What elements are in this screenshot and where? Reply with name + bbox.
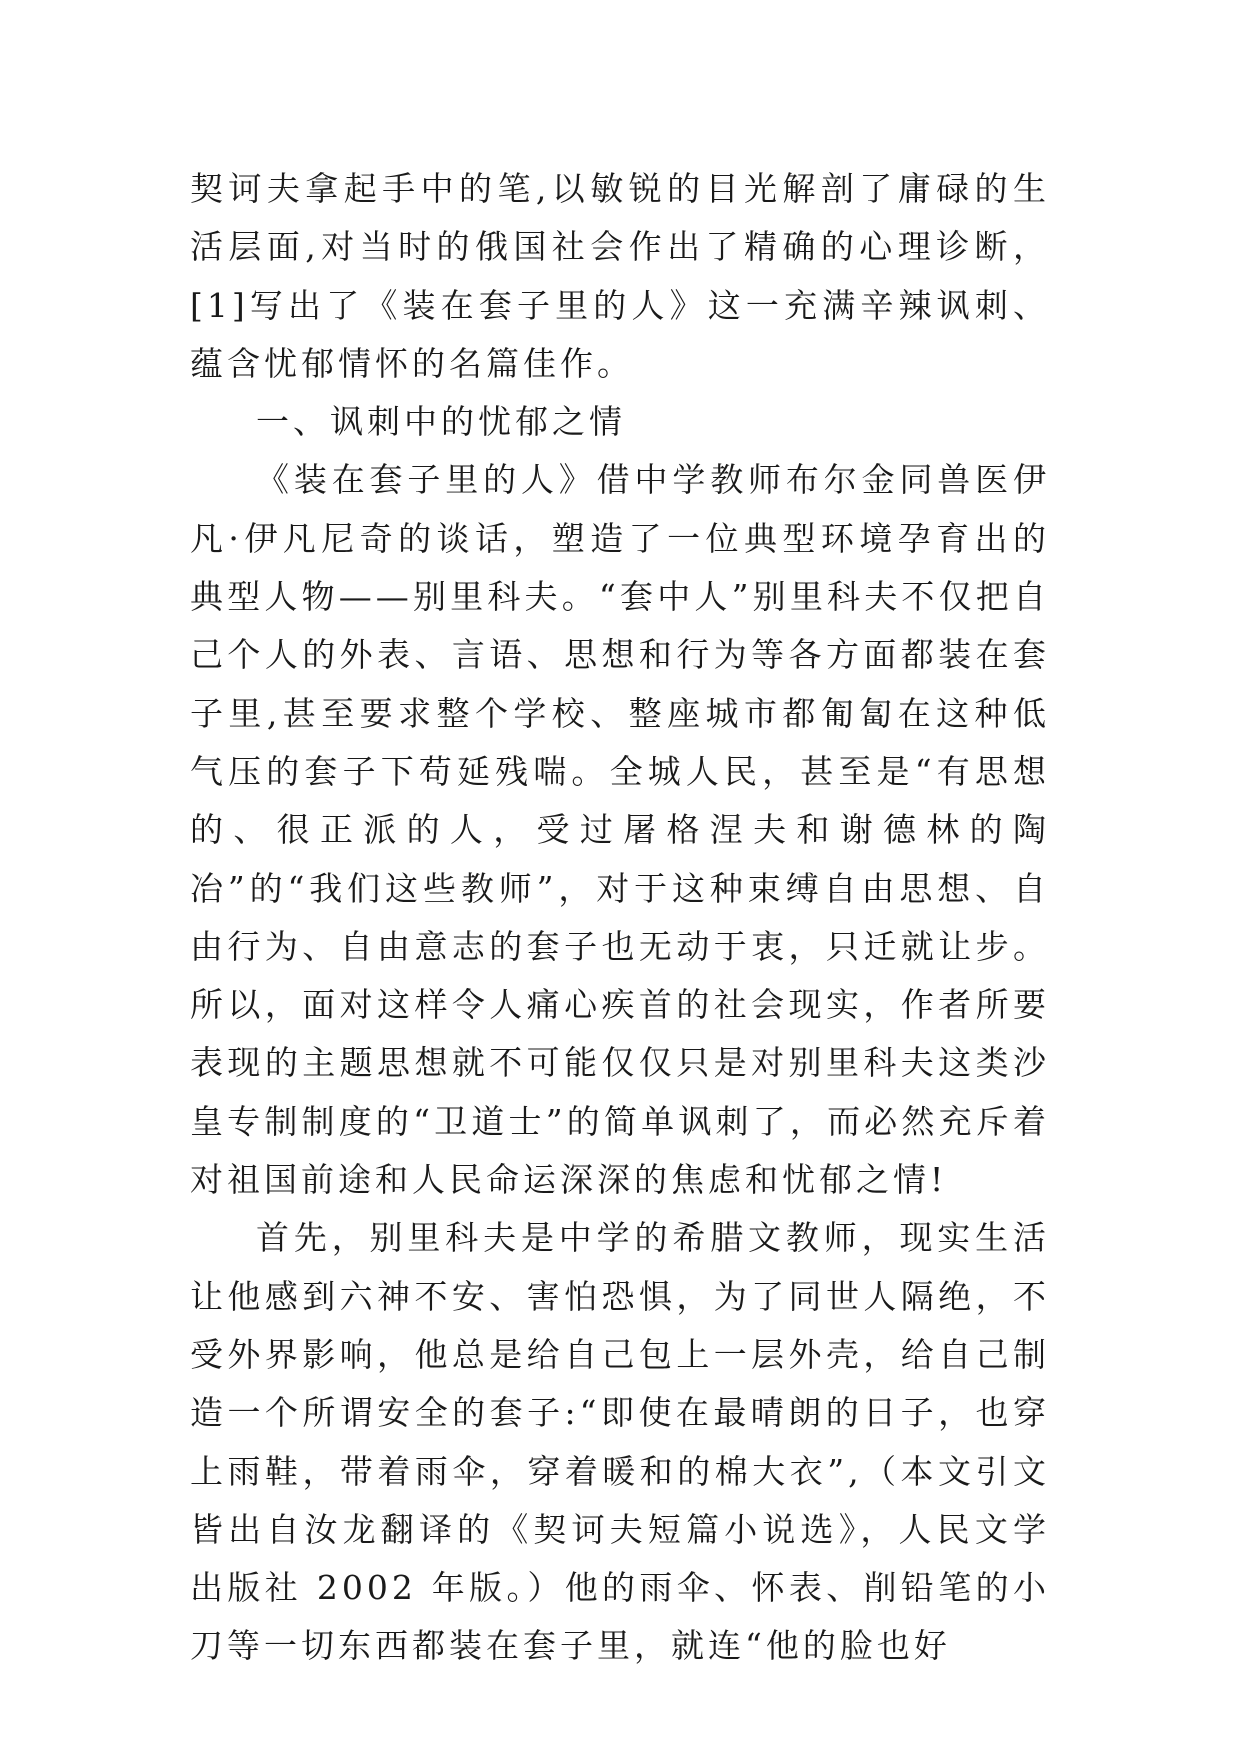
section-heading: 一、讽刺中的忧郁之情 (256, 402, 626, 442)
intro-paragraph: 契诃夫拿起手中的笔,以敏锐的目光解剖了庸碌的生活层面,对当时的俄国社会作出了精确的心理诊断，[1]写出了《装在套子里的人》这一充满辛辣讽刺、蕴含忧郁情怀的名篇佳作。 (190, 169, 1050, 383)
body-paragraph: 《装在套子里的人》借中学教师布尔金同兽医伊凡·伊凡尼奇的谈话，塑造了一位典型环境孕育出的典型人物——别里科夫。“套中人”别里科夫不仅把自己个人的外表、言语、思想和行为等各方面都装在套子里,甚至要求整个学校、整座城市都匍匐在这种低气压的套子下苟延残喘。全城人民，甚至是“有思想的、很正派的人，受过屠格涅夫和谢德林的陶冶”的“我们这些教师”，对于这种束缚自由思想、自由行为、自由意志的套子也无动于衷，只迁就让步。所以，面对这样令人痛心疾首的社会现实，作者所要表现的主题思想就不可能仅仅只是对别里科夫这类沙皇专制制度的“卫道士”的简单讽刺了，而必然充斥着对祖国前途和人民命运深深的焦虑和忧郁之情! (190, 460, 1050, 1200)
body-paragraph: 首先，别里科夫是中学的希腊文教师，现实生活让他感到六神不安、害怕恐惧，为了同世人隔绝，不受外界影响，他总是给自己包上一层外壳，给自己制造一个所谓安全的套子:“即使在最晴朗的日子，也穿上雨鞋，带着雨伞，穿着暖和的棉大衣”,（本文引文皆出自汝龙翻译的《契诃夫短篇小说选》，人民文学出版社 2002 年版。）他的雨伞、怀表、削铅笔的小刀等一切东西都装在套子里，就连“他的脸也好 (190, 1218, 1050, 1666)
text-column (190, 160, 1050, 1676)
